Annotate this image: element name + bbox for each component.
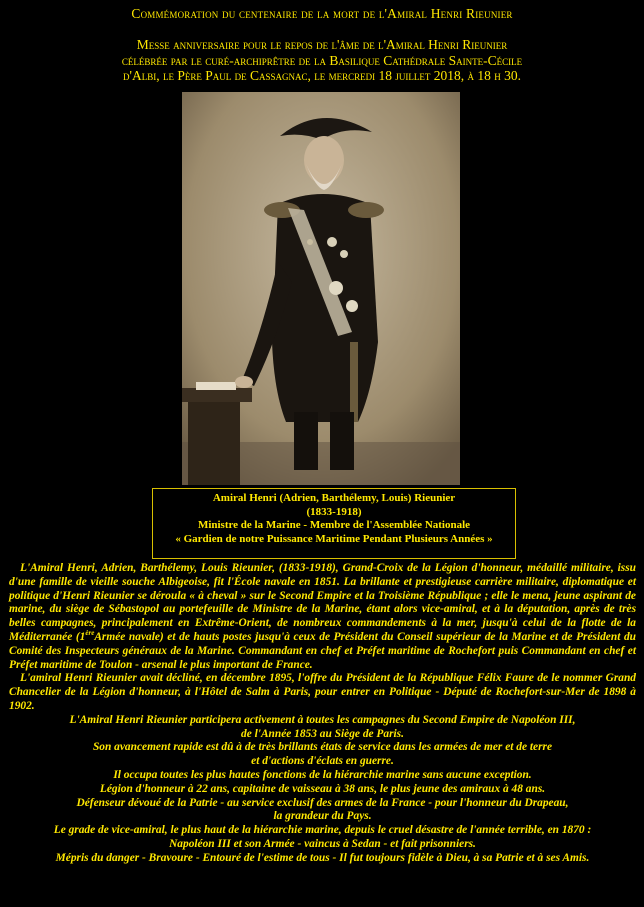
centered-line-1: L'Amiral Henri Rieunier participera activement à toutes les campagnes du Second Empire de Napoléon III, [69, 713, 576, 726]
para1-part-b: Armée navale) et de hauts postes jusqu'à ceux de Président du Conseil supérieur de la Marine et de Président du Comité des Inspecteurs généraux de la Marine. Commandant en chef et Préfet maritime de Rochefort puis Commandant en chef et Préfet maritime de Toulon - arsenal le plus important de France. [9, 630, 636, 671]
centered-line-7: Défenseur dévoué de la Patrie - au service exclusif des armes de la France - pour l'honneur du Drapeau, [76, 796, 569, 809]
mass-line-2: célébrée par le curé-archiprêtre de la Basilique Cathédrale Sainte-Cécile [121, 52, 523, 68]
centered-line-3: Son avancement rapide est dû à de très brillants états de service dans les armées de mer et de terre [92, 741, 553, 754]
centered-line-9: Le grade de vice-amiral, le plus haut de la hiérarchie marine, depuis le cruel désastre de l'année terrible, en 1870 : [53, 824, 592, 837]
mass-line-1: Messe anniversaire pour le repos de l'âme de l'Amiral Henri Rieunier [136, 37, 508, 52]
centered-line-5: Il occupa toutes les plus hautes fonctions de la hiérarchie marine sans aucune exception. [113, 768, 532, 781]
biography-paragraph-1 [9, 562, 636, 672]
mass-line-3: d'Albi, le Père Paul de Cassagnac, le mercredi 18 juillet 2018, à 18 h 30. [123, 68, 521, 83]
centered-line-11: Mépris du danger - Bravoure - Entouré de l'estime de tous - Il fut toujours fidèle à Dieu, à sa Patrie et à ses Amis. [55, 851, 590, 864]
photo-caption [152, 488, 516, 559]
para1-superscript: ère [85, 629, 95, 638]
biography-text [9, 562, 636, 866]
centered-line-2: de l'Année 1853 au Siège de Paris. [241, 727, 404, 740]
caption-motto: « Gardien de notre Puissance Maritime Pendant Plusieurs Années » [175, 532, 493, 545]
caption-name: Amiral Henri (Adrien, Barthélemy, Louis) Rieunier [212, 492, 456, 504]
centered-line-4: et d'actions d'éclats en guerre. [251, 755, 394, 768]
mass-announcement [4, 37, 640, 84]
centered-line-8: la grandeur du Pays. [273, 810, 372, 823]
admiral-portrait-photo [182, 92, 460, 485]
caption-role: Ministre de la Marine - Membre de l'Assemblée Nationale [197, 519, 471, 532]
biography-paragraph-2: L'amiral Henri Rieunier avait décliné, en décembre 1895, l'offre du Président de la République Félix Faure de le nommer Grand Chancelier de la Légion d'honneur, à l'Hôtel de Salm à Paris, pour entrer en Politique - Député de Rochefort-sur-Mer de 1898 à 1902. [9, 672, 636, 712]
page-title: Commémoration du centenaire de la mort de l'Amiral Henri Rieunier [131, 6, 513, 21]
caption-dates: (1833-1918) [306, 505, 362, 518]
portrait-illustration [182, 92, 460, 485]
centered-line-6: Légion d'honneur à 22 ans, capitaine de vaisseau à 38 ans, le plus jeune des amiraux à 48 ans. [99, 782, 546, 795]
para1-part-a: L'Amiral Henri, Adrien, Barthélemy, Louis Rieunier, (1833-1918), Grand-Croix de la Légion d'honneur, médaillé militaire, issu d'une famille de vieille souche Albigeoise, fit l'École navale en 1851. La brillante et prestigieuse carrière militaire, diplomatique et politique d'Henri Rieunier se déroula « à cheval » sur le Second Empire et la Troisième République ; elle le mena, jeune aspirant de marine, du siège de Sébastopol au portefeuille de Ministre de la Marine, étant alors vice-amiral, et à la députation, après de très belles campagnes, principalement en Extrême-Orient, de nombreux commandements à la mer, jusqu'à celui de la flotte de la Méditerranée (1 [9, 562, 636, 643]
centered-line-10: Napoléon III et son Armée - vaincus à Sedan - et fait prisonniers. [169, 837, 476, 850]
